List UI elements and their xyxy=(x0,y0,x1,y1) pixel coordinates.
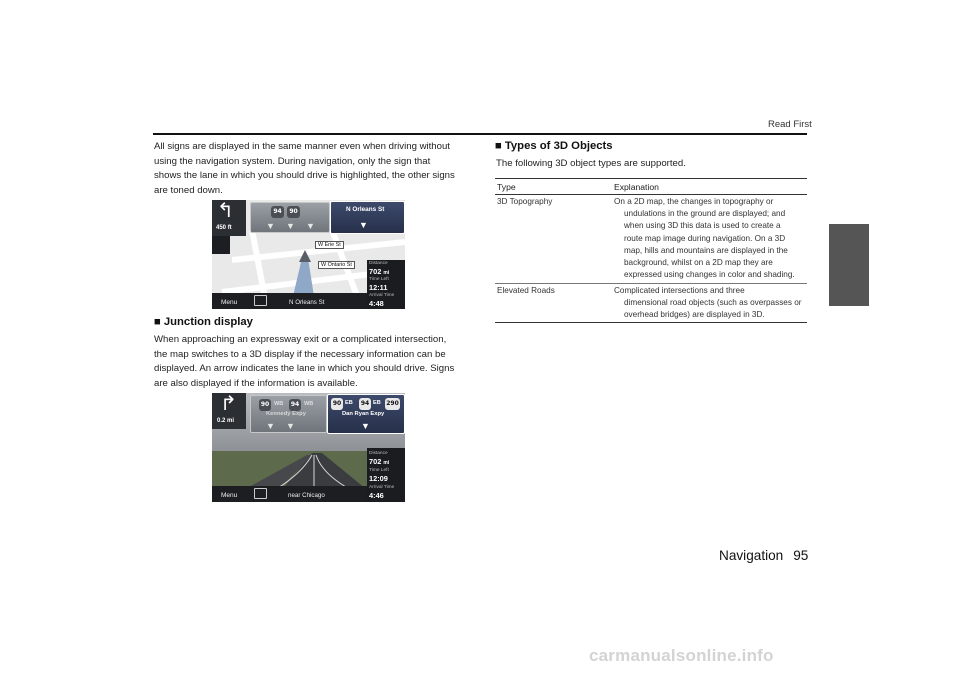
direction-label: EB xyxy=(373,400,381,406)
lane-arrow-icon: ▼ xyxy=(359,220,368,230)
column-header-type: Type xyxy=(497,182,516,192)
time-left-label: Time Left xyxy=(369,468,389,473)
row-type: 3D Topography xyxy=(497,197,553,206)
navigation-screenshot-junction xyxy=(212,393,405,502)
header-rule xyxy=(153,133,807,135)
distance-label: Distance xyxy=(369,451,388,456)
trip-info-panel xyxy=(367,448,405,502)
lane-sign-name: Dan Ryan Expy xyxy=(342,411,385,417)
lane-arrow-icon: ▼ xyxy=(286,221,295,231)
current-street: N Orleans St xyxy=(289,299,325,306)
menu-button[interactable]: Menu xyxy=(221,492,238,499)
table-row-rule xyxy=(495,283,807,284)
distance-value: 702 mi xyxy=(369,457,390,466)
highway-shield: 290 xyxy=(385,398,400,410)
watermark: carmanualsonline.info xyxy=(589,646,774,665)
section-tab xyxy=(829,224,869,306)
direction-label: WB xyxy=(304,401,314,407)
lane-sign-highlighted xyxy=(327,394,405,434)
arrival-time-value: 4:48 xyxy=(369,299,384,308)
turn-distance: 450 xyxy=(216,225,227,231)
distance-label: Distance xyxy=(369,261,388,266)
direction-label: WB xyxy=(274,401,284,407)
lane-sign-left xyxy=(250,395,327,433)
time-left-value: 12:09 xyxy=(369,474,388,483)
navigation-screenshot-lane-signs xyxy=(212,200,405,309)
highway-shield: 94 xyxy=(359,398,371,410)
direction-label: EB xyxy=(345,400,353,406)
bottom-bar xyxy=(212,486,367,502)
current-street: near Chicago xyxy=(288,492,325,499)
lane-sign-highlighted xyxy=(330,201,405,234)
turn-indicator xyxy=(212,393,246,429)
table-top-rule xyxy=(495,178,807,179)
table-header-rule xyxy=(495,194,807,195)
square-bullet-icon: ■ xyxy=(495,140,502,152)
lane-sign-left xyxy=(250,202,330,233)
table-bottom-rule xyxy=(495,322,807,323)
lane-arrow-icon: ▼ xyxy=(266,421,275,431)
turn-distance-unit: ft xyxy=(227,225,232,231)
objects-intro: The following 3D object types are supported. xyxy=(496,158,686,169)
junction-line: are also displayed if the information is available. xyxy=(154,377,358,389)
highway-shield: 94 xyxy=(271,206,284,218)
map-view-icon[interactable] xyxy=(254,488,267,499)
lane-sign-name: N Orleans St xyxy=(346,206,385,213)
turn-distance: 0.2 xyxy=(217,418,226,424)
menu-button[interactable]: Menu xyxy=(221,299,238,306)
highway-shield: 90 xyxy=(331,398,343,410)
turn-left-arrow-icon: ↰ xyxy=(217,200,234,222)
map-view-icon[interactable] xyxy=(254,295,267,306)
intro-line: shows the lane in which you should drive is highlighted, the other signs xyxy=(154,170,455,182)
objects-heading xyxy=(495,140,613,152)
lane-arrow-icon: ▼ xyxy=(361,421,370,431)
section-label: Read First xyxy=(768,119,812,130)
junction-heading-text: Junction display xyxy=(163,316,253,328)
highway-shield: 94 xyxy=(289,399,301,411)
intro-paragraph xyxy=(154,140,474,198)
lane-arrow-icon: ▼ xyxy=(306,221,315,231)
footer-title: Navigation xyxy=(719,548,784,563)
row-explanation: Complicated intersections and three dimensional road objects (such as overpasses or overhead bridges) are displayed in 3D. xyxy=(614,286,802,320)
junction-line: displayed. An arrow indicates the lane in which you should drive. Signs xyxy=(154,363,455,375)
bottom-bar xyxy=(212,293,367,309)
lane-arrow-icon: ▼ xyxy=(286,421,295,431)
objects-heading-text: Types of 3D Objects xyxy=(504,140,613,152)
street-label: W Erie St xyxy=(315,241,344,249)
row-type: Elevated Roads xyxy=(497,286,555,295)
page-number: 95 xyxy=(793,548,809,563)
distance-value: 702 mi xyxy=(369,267,390,276)
junction-heading xyxy=(154,316,253,328)
arrival-time-value: 4:46 xyxy=(369,491,384,500)
time-left-label: Time Left xyxy=(369,277,389,282)
highway-shield: 90 xyxy=(287,206,300,218)
intro-line: using the navigation system. During navigation, only the sign that xyxy=(154,155,431,167)
lane-sign-name: Kennedy Expy xyxy=(266,411,306,417)
lane-arrow-icon: ▼ xyxy=(266,221,275,231)
trip-info-panel xyxy=(367,260,405,309)
junction-paragraph xyxy=(154,333,474,391)
arrival-time-label: Arrival Time xyxy=(369,485,395,490)
turn-indicator xyxy=(212,200,246,236)
column-header-explanation: Explanation xyxy=(614,182,659,192)
page-footer xyxy=(719,548,808,563)
time-left-value: 12:11 xyxy=(369,283,388,292)
turn-right-arrow-icon: ↱ xyxy=(220,393,237,415)
intro-line: are toned down. xyxy=(154,184,223,196)
highway-shield: 90 xyxy=(259,399,271,411)
street-label: W Ontario St xyxy=(318,261,355,269)
arrival-time-label: Arrival Time xyxy=(369,293,395,298)
turn-distance-unit: mi xyxy=(227,418,235,424)
square-bullet-icon: ■ xyxy=(154,316,161,328)
intro-line: All signs are displayed in the same manner even when driving without xyxy=(154,141,450,152)
junction-line: When approaching an expressway exit or a complicated intersection, xyxy=(154,334,447,345)
lane-guidance-icon xyxy=(212,236,230,254)
junction-line: the map switches to a 3D display if the necessary information can be xyxy=(154,348,446,360)
row-explanation: On a 2D map, the changes in topography or undulations in the ground are displayed; and when using 3D this data is used to create a route map image during navigation. On a 3D map, hills and mountains are displayed in the background, whilst on a 2D map they are expressed using changes in color and shading. xyxy=(614,197,795,280)
